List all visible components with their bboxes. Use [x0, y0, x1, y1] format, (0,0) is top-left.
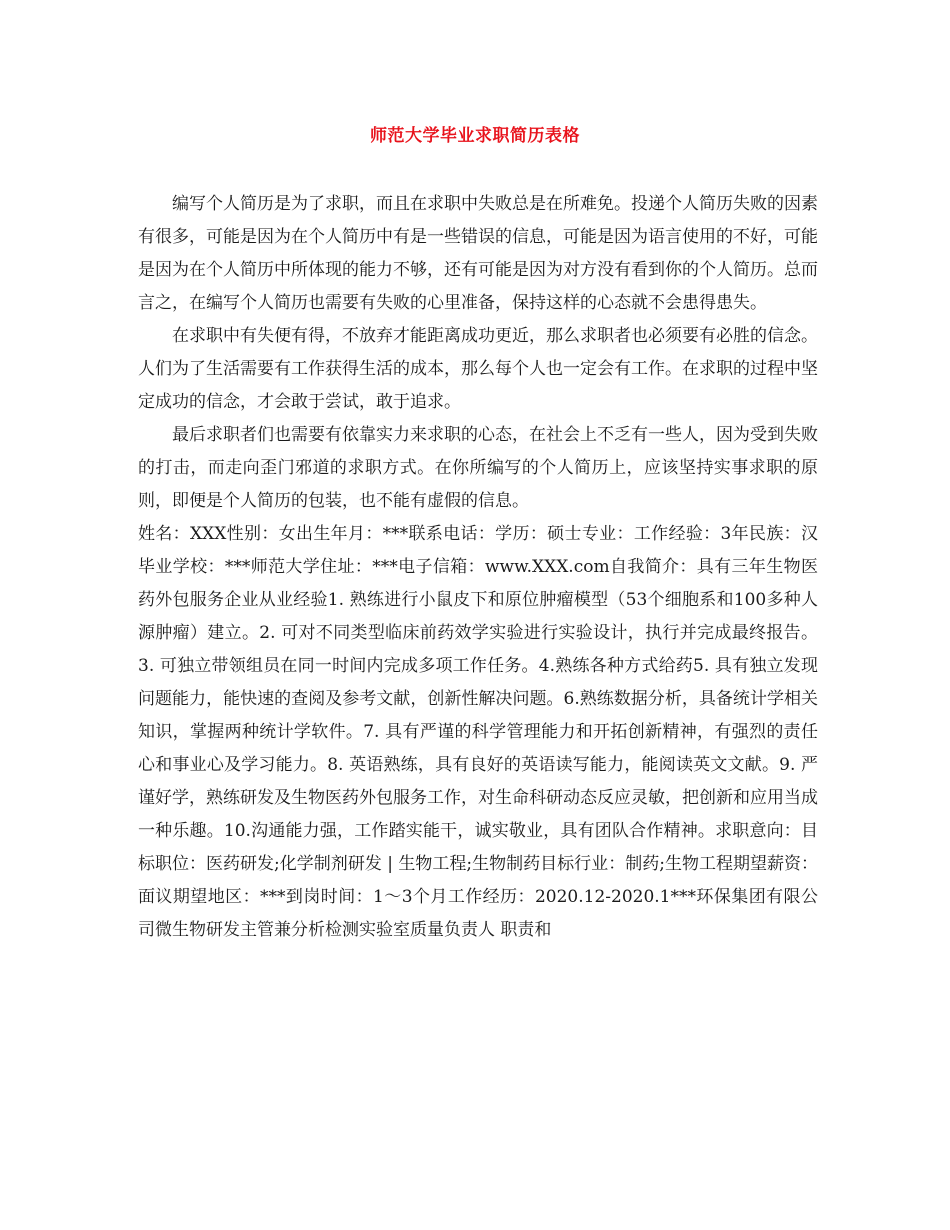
document-title: 师范大学毕业求职简历表格 — [370, 126, 580, 146]
intro-paragraph-3: 最后求职者们也需要有依靠实力来求职的心态，在社会上不乏有一些人，因为受到失败的打击，而走向歪门邪道的求职方式。在你所编写的个人简历上，应该坚持实事求职的原则，即便是个人简历的包装，也不能有虚假的信息。 — [138, 425, 818, 511]
document-body — [138, 188, 818, 947]
resume-details: 姓名：XXX性别：女出生年月：***联系电话：学历：硕士专业：工作经验：3年民族：汉毕业学校：***师范大学住址：***电子信箱：www.XXX.com自我简介：具有三年生物医药外包服务企业从业经验1. 熟练进行小鼠皮下和原位肿瘤模型（53个细胞系和100多种人源肿瘤）建立。2. 可对不同类型临床前药效学实验进行实验设计，执行并完成最终报告。3. 可独立带领组员在同一时间内完成多项工作任务。4.熟练各种方式给药5. 具有独立发现问题能力，能快速的查阅及参考文献，创新性解决问题。6.熟练数据分析，具备统计学相关知识，掌握两种统计学软件。7. 具有严谨的科学管理能力和开拓创新精神，有强烈的责任心和事业心及学习能力。8. 英语熟练，具有良好的英语读写能力，能阅读英文文献。9. 严谨好学，熟练研发及生物医药外包服务工作，对生命科研动态反应灵敏，把创新和应用当成一种乐趣。10.沟通能力强，工作踏实能干，诚实敬业，具有团队合作精神。求职意向：目标职位：医药研发;化学制剂研发 | 生物工程;生物制药目标行业：制药;生物工程期望薪资：面议期望地区：***到岗时间：1～3个月工作经历：2020.12-2020.1***环保集团有限公司微生物研发主管兼分析检测实验室质量负责人 职责和 — [138, 524, 818, 940]
intro-paragraph-2: 在求职中有失便有得，不放弃才能距离成功更近，那么求职者也必须要有必胜的信念。人们为了生活需要有工作获得生活的成本，那么每个人也一定会有工作。在求职的过程中坚定成功的信念，才会敢于尝试，敢于追求。 — [138, 326, 818, 412]
intro-paragraph-1: 编写个人简历是为了求职，而且在求职中失败总是在所难免。投递个人简历失败的因素有很多，可能是因为在个人简历中有是一些错误的信息，可能是因为语言使用的不好，可能是因为在个人简历中所体现的能力不够，还有可能是因为对方没有看到你的个人简历。总而言之，在编写个人简历也需要有失败的心里准备，保持这样的心态就不会患得患失。 — [138, 194, 818, 313]
